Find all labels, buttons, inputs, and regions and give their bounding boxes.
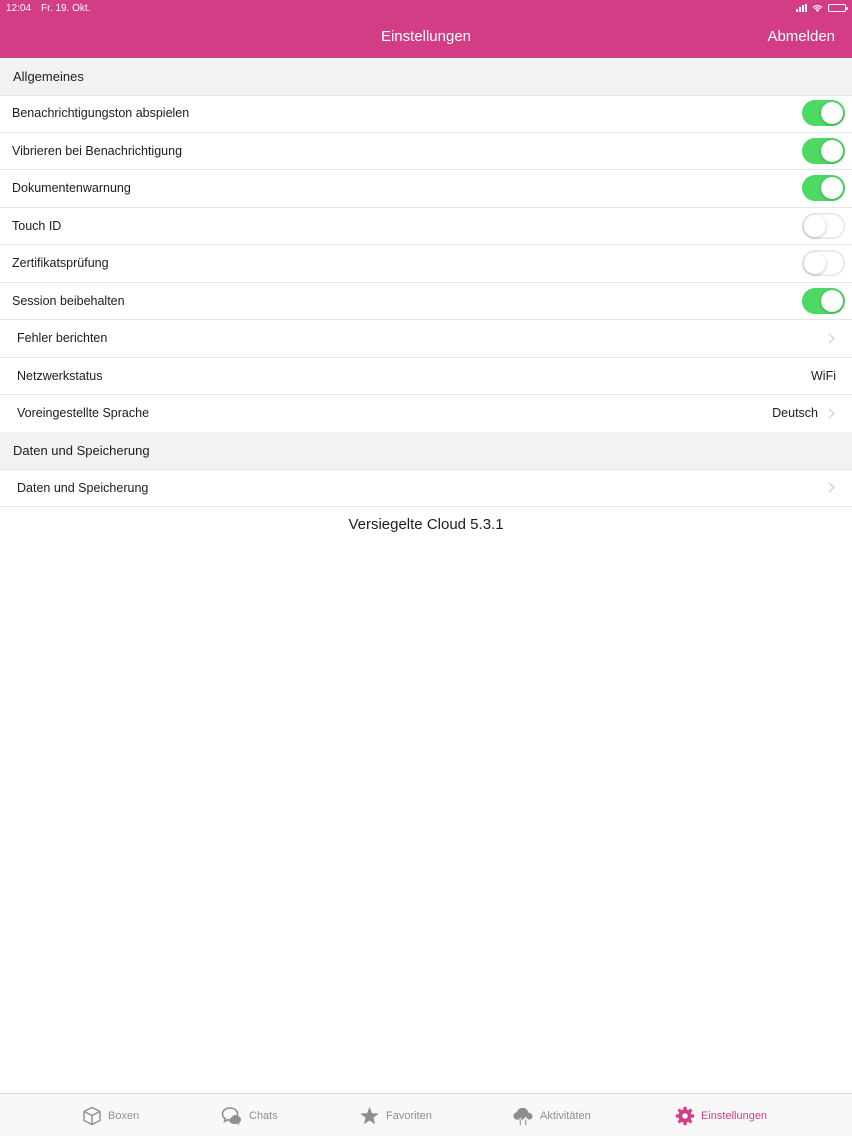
section-header-general: Allgemeines	[0, 58, 852, 96]
setting-label: Fehler berichten	[17, 331, 108, 346]
toggle-knob	[804, 215, 826, 237]
status-indicators	[796, 4, 846, 12]
setting-label: Dokumentenwarnung	[12, 181, 131, 196]
tab-boxen[interactable]	[82, 1094, 139, 1136]
toggle-knob	[804, 252, 826, 274]
document-warning-toggle[interactable]	[802, 175, 845, 201]
status-date: Fr. 19. Okt.	[41, 2, 91, 14]
setting-label: Session beibehalten	[12, 293, 125, 308]
vibrate-toggle[interactable]	[802, 138, 845, 164]
gear-icon	[675, 1106, 695, 1126]
certificate-check-toggle[interactable]	[802, 250, 845, 276]
page-title: Einstellungen	[380, 28, 472, 45]
tab-label: Chats	[249, 1109, 278, 1122]
tab-label: Einstellungen	[701, 1109, 768, 1122]
chevron-right-icon	[825, 333, 835, 343]
chevron-right-icon	[825, 483, 835, 493]
setting-row-keep-session	[0, 283, 852, 321]
cloud-activity-icon	[512, 1106, 534, 1126]
setting-label: Benachrichtigungston abspielen	[12, 106, 190, 121]
logout-button[interactable]: Abmelden	[767, 28, 835, 45]
setting-row-vibrate	[0, 133, 852, 171]
setting-label: Voreingestellte Sprache	[17, 406, 150, 421]
tab-aktivitaeten[interactable]	[512, 1094, 591, 1136]
setting-row-document-warning	[0, 170, 852, 208]
setting-row-notification-sound	[0, 95, 852, 133]
toggle-knob	[821, 140, 843, 162]
touch-id-toggle[interactable]	[802, 213, 845, 239]
navigation-bar	[0, 16, 852, 58]
setting-row-report-errors[interactable]	[0, 320, 852, 358]
setting-label: Netzwerkstatus	[17, 368, 103, 383]
cellular-signal-icon	[796, 4, 807, 12]
status-time: 12:04	[6, 2, 32, 14]
wifi-icon	[812, 4, 823, 12]
app-version: Versiegelte Cloud 5.3.1	[348, 516, 504, 533]
row-detail	[772, 406, 852, 420]
notification-sound-toggle[interactable]	[802, 100, 845, 126]
star-icon	[359, 1106, 380, 1126]
keep-session-toggle[interactable]	[802, 288, 845, 314]
tab-chats[interactable]	[221, 1094, 278, 1136]
tab-label: Boxen	[108, 1109, 140, 1122]
setting-row-touch-id	[0, 208, 852, 246]
chevron-right-icon	[825, 408, 835, 418]
battery-icon	[828, 4, 846, 12]
toggle-knob	[821, 102, 843, 124]
tab-favoriten[interactable]	[359, 1094, 432, 1136]
toggle-knob	[821, 177, 843, 199]
network-status-value: WiFi	[811, 368, 836, 383]
setting-row-certificate-check	[0, 245, 852, 283]
box-icon	[82, 1106, 102, 1126]
setting-label: Vibrieren bei Benachrichtigung	[12, 143, 183, 158]
tab-label: Favoriten	[386, 1109, 432, 1122]
tab-bar	[0, 1093, 852, 1136]
setting-row-default-language[interactable]	[0, 395, 852, 433]
row-detail	[826, 335, 852, 342]
row-detail	[826, 484, 852, 491]
setting-label: Touch ID	[12, 218, 62, 233]
section-header-data: Daten und Speicherung	[0, 432, 852, 470]
default-language-value: Deutsch	[772, 406, 818, 421]
setting-label: Daten und Speicherung	[17, 480, 149, 495]
tab-label: Aktivitäten	[540, 1109, 591, 1122]
chat-bubbles-icon	[221, 1106, 243, 1126]
toggle-knob	[821, 290, 843, 312]
setting-label: Zertifikatsprüfung	[12, 256, 109, 271]
tab-einstellungen[interactable]	[675, 1094, 767, 1136]
status-bar	[0, 0, 852, 16]
setting-row-network-status	[0, 358, 852, 396]
setting-row-data-storage[interactable]	[0, 470, 852, 508]
